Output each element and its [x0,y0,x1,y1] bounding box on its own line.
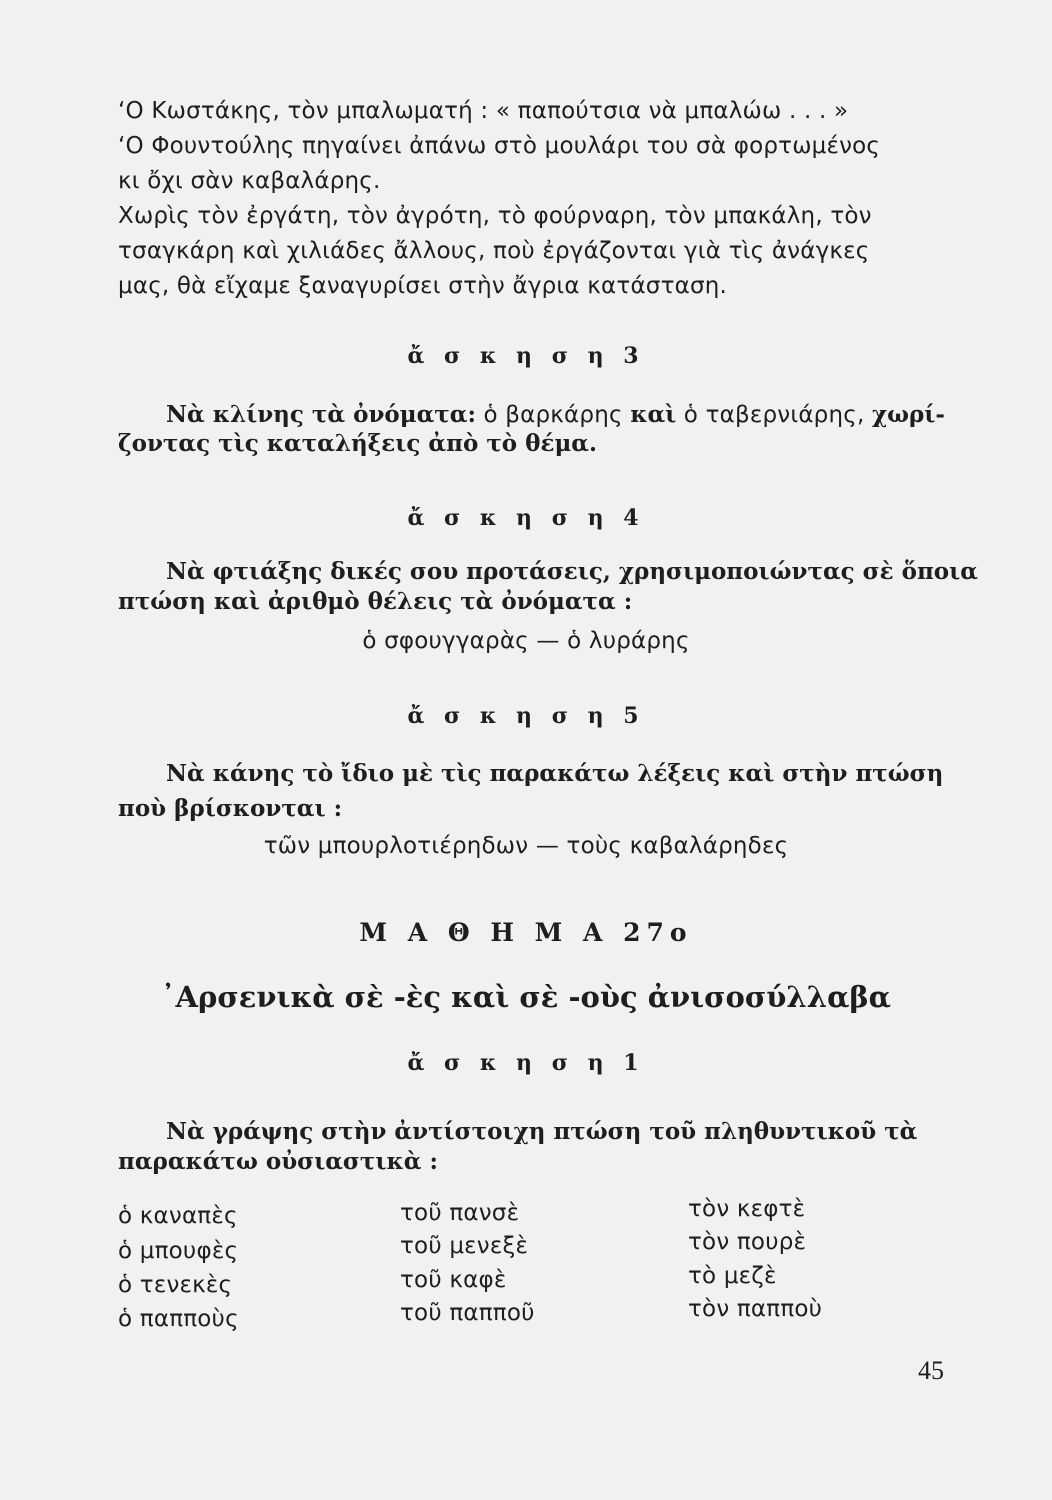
exercise-3-conjunction: καὶ [630,401,677,428]
exercise-5-heading: ἄ σ κ η σ η 5 [407,703,645,729]
exercise-1-line-2: παρακάτω οὐσιαστικὰ : [118,1148,438,1175]
intro-line-3: κι ὄχι σὰν καβαλάρης. [118,168,381,194]
intro-line-5: τσαγκάρη καὶ χιλιάδες ἄλλους, ποὺ ἐργάζονται γιὰ τὶς ἀνάγκες [118,238,870,264]
noun-row-4-col-3: τὸν παπποὺ [688,1296,823,1322]
exercise-1-line-1: Νὰ γράψης στὴν ἀντίστοιχη πτώση τοῦ πληθυντικοῦ τὰ [166,1118,918,1145]
noun-row-2-col-3: τὸν πουρὲ [688,1229,807,1255]
intro-line-6: μας, θὰ εἴχαμε ξαναγυρίσει στὴν ἄγρια κατάσταση. [118,273,728,299]
exercise-3-line-2: ζοντας τὶς καταλήξεις ἀπὸ τὸ θέμα. [118,430,598,457]
noun-row-2-col-1: ὁ μπουφὲς [118,1238,239,1264]
noun-row-1-col-1: ὁ καναπὲς [118,1203,238,1229]
noun-row-3-col-3: τὸ μεζὲ [688,1263,777,1289]
exercise-3-instruction: Νὰ κλίνης τὰ ὀνόματα: [166,401,476,428]
exercise-1-heading: ἄ σ κ η σ η 1 [407,1050,645,1076]
exercise-5-line-1: Νὰ κάνης τὸ ἴδιο μὲ τὶς παρακάτω λέξεις καὶ στὴν πτώση [166,760,944,787]
exercise-3-noun-1: ὁ βαρκάρης [475,402,631,428]
noun-row-3-col-2: τοῦ καφὲ [400,1267,507,1293]
exercise-4-line-1: Νὰ φτιάξης δικές σου προτάσεις, χρησιμοποιώντας σὲ ὅποια [166,558,978,585]
exercise-5-line-2: ποὺ βρίσκονται : [118,795,343,822]
noun-row-1-col-3: τὸν κεφτὲ [688,1196,806,1222]
noun-row-1-col-2: τοῦ πανσὲ [400,1200,520,1226]
noun-row-4-col-1: ὁ παπποὺς [118,1306,239,1332]
exercise-4-heading: ἄ σ κ η σ η 4 [407,505,645,531]
exercise-4-names: ὁ σφουγγαρὰς — ὁ λυράρης [362,628,690,654]
noun-row-2-col-2: τοῦ μενεξὲ [400,1233,529,1259]
intro-line-1: ‘Ο Κωστάκης, τὸν μπαλωματή : « παπούτσια νὰ μπαλώω . . . » [118,98,849,124]
lesson-subtitle: ᾿Αρσενικὰ σὲ -ὲς καὶ σὲ -οὺς ἀνισοσύλλαβα [161,980,891,1014]
page-number: 45 [918,1356,944,1385]
exercise-3-instruction-end: χωρί- [871,401,945,428]
exercise-3-noun-2: ὁ ταβερνιάρης, [676,402,872,428]
intro-line-2: ‘Ο Φουντούλης πηγαίνει ἀπάνω στὸ μουλάρι του σὰ φορτωμένος [118,133,881,159]
noun-row-4-col-2: τοῦ παπποῦ [400,1300,535,1326]
noun-row-3-col-1: ὁ τενεκὲς [118,1272,233,1298]
intro-line-4: Χωρὶς τὸν ἐργάτη, τὸν ἀγρότη, τὸ φούρναρη, τὸν μπακάλη, τὸν [118,203,872,229]
lesson-title: Μ Α Θ Η Μ Α 27ο [359,918,693,947]
exercise-3-line-1 [166,401,945,428]
exercise-3-heading: ἄ σ κ η σ η 3 [407,343,645,369]
exercise-5-words: τῶν μπουρλοτιέρηδων — τοὺς καβαλάρηδες [263,833,789,859]
exercise-4-line-2: πτώση καὶ ἀριθμὸ θέλεις τὰ ὀνόματα : [118,588,633,615]
